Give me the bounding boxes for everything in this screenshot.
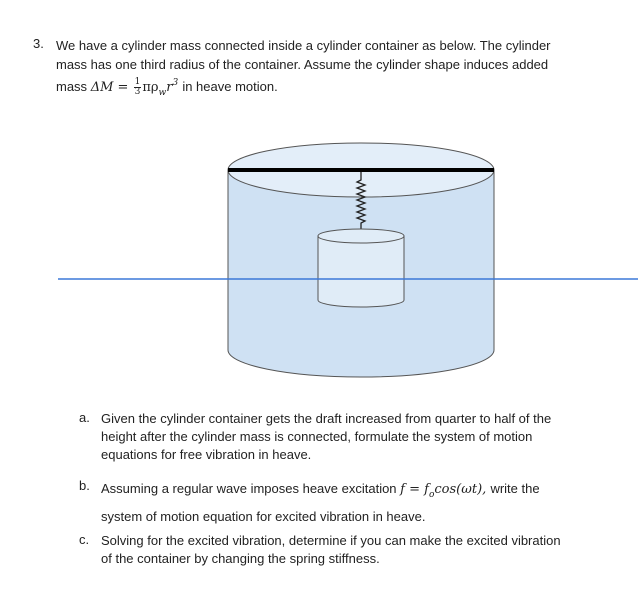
- question-number: 3.: [33, 36, 44, 51]
- formula-f: f: [400, 482, 405, 497]
- sub-question-c-line-2: of the container by changing the spring stiffness.: [101, 551, 380, 566]
- question-line-1: We have a cylinder mass connected inside a cylinder container as below. The cylinder: [56, 38, 551, 53]
- formula-equals: =: [409, 482, 421, 497]
- sub-question-letter: a.: [79, 410, 90, 425]
- fraction-denominator: 3: [134, 87, 141, 97]
- sub-question-text: [101, 478, 591, 528]
- formula-lhs: ΔM: [90, 80, 114, 95]
- sub-question-c-line-1: Solving for the excited vibration, determine if you can make the excited vibration: [101, 533, 561, 548]
- question-line-2: mass has one third radius of the container. Assume the cylinder shape induces added: [56, 57, 549, 72]
- inner-cylinder-body: [318, 236, 404, 307]
- formula-f0: f: [424, 482, 429, 497]
- sub-question-b-line-1: [101, 478, 591, 506]
- formula-f0-subscript: o: [428, 490, 435, 500]
- formula-r: r: [166, 80, 173, 95]
- sub-question-a-line-3: equations for free vibration in heave.: [101, 447, 312, 462]
- excitation-formula: [400, 482, 490, 500]
- formula-equals: =: [117, 80, 129, 95]
- sub-question-letter: c.: [79, 532, 90, 547]
- formula-r-superscript: 3: [172, 78, 179, 88]
- sub-question-b-suffix: write the: [490, 481, 540, 496]
- sub-question-text: [101, 532, 591, 568]
- formula-rho-subscript: w: [158, 88, 167, 98]
- sub-question-b-line-2: system of motion equation for excited vibration in heave.: [101, 509, 426, 524]
- sub-question-b-prefix: Assuming a regular wave imposes heave excitation: [101, 481, 397, 496]
- formula-cos: cos(ωt),: [434, 482, 487, 497]
- fraction-numerator: 1: [134, 77, 141, 87]
- sub-question-letter: b.: [79, 478, 90, 493]
- question-line-3-prefix: mass: [56, 79, 88, 94]
- sub-question-a-line-1: Given the cylinder container gets the draft increased from quarter to half of the: [101, 411, 552, 426]
- inner-cylinder-top: [318, 229, 404, 243]
- formula-pi-rho: πρ: [142, 80, 159, 95]
- sub-question-a-line-2: height after the cylinder mass is connected, formulate the system of motion: [101, 429, 533, 444]
- sub-question-text: [101, 410, 591, 464]
- question-line-3-suffix: in heave motion.: [182, 79, 278, 94]
